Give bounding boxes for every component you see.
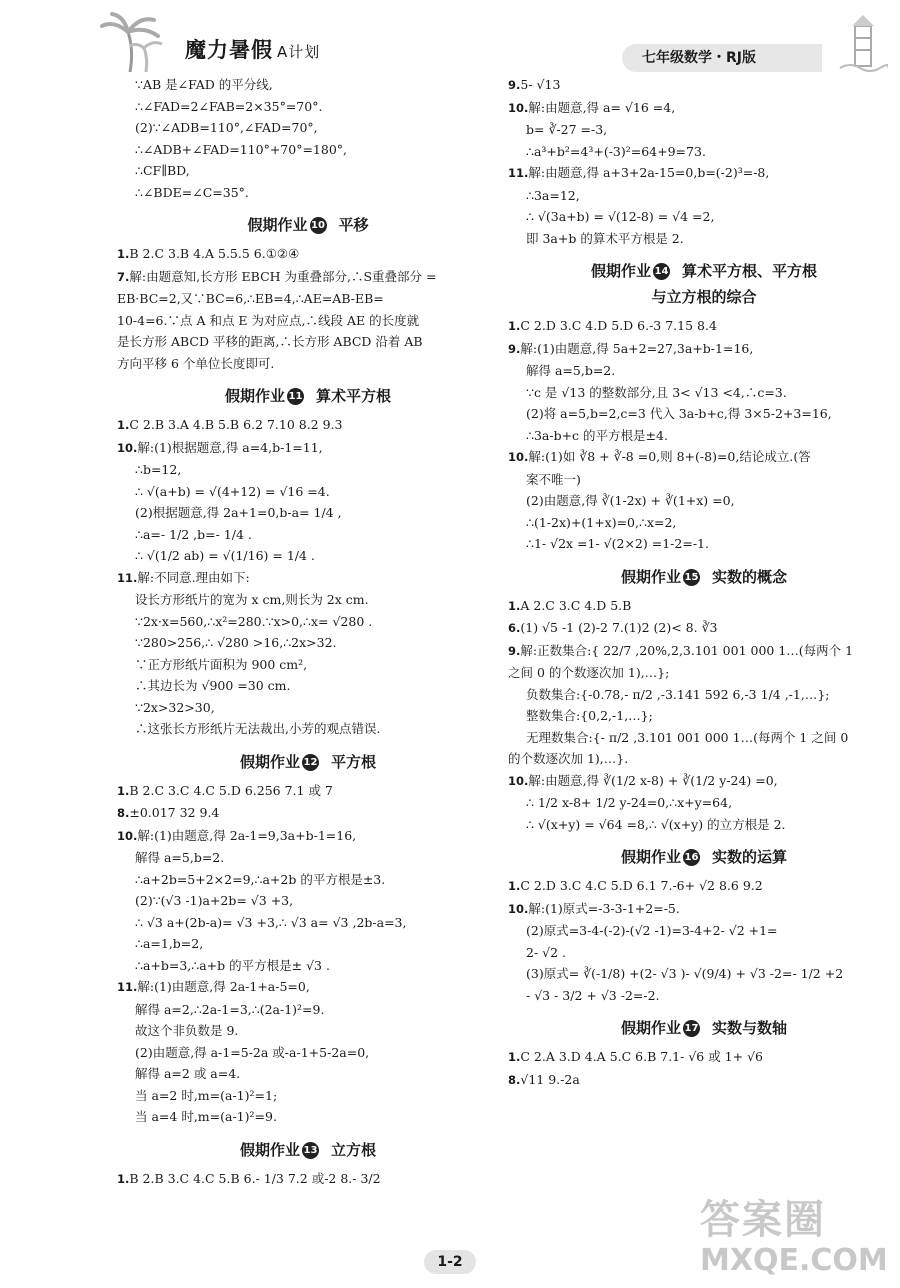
question-number: 1. xyxy=(117,783,130,798)
answer-line xyxy=(117,1085,499,1107)
answer-text: ∴a+b=3,∴a+b 的平方根是± √3 . xyxy=(135,957,330,973)
answer-line xyxy=(117,567,499,590)
answer-line xyxy=(508,228,900,250)
answer-text: 之间 0 的个数逐次加 1),…}; xyxy=(508,665,670,680)
answer-line xyxy=(508,315,900,338)
answer-line xyxy=(508,963,900,985)
brand-subtitle: A计划 xyxy=(277,43,321,61)
question-number: 1. xyxy=(117,247,130,261)
answer-line xyxy=(508,360,900,382)
answer-text: ∴a+2b=5+2×2=9,∴a+2b 的平方根是±3. xyxy=(135,871,386,887)
answer-text: 解得 a=2,∴2a-1=3,∴(2a-1)²=9. xyxy=(135,1001,325,1017)
answer-text: b= ∛-27 =-3, xyxy=(526,122,608,137)
answer-line xyxy=(117,1020,499,1042)
answer-text: 解:不同意.理由如下: xyxy=(137,569,250,585)
question-number: 9. xyxy=(508,78,521,92)
answer-line xyxy=(117,890,499,912)
answer-text: 无理数集合:{- π/2 ,3.101 001 000 1…(每两个 1 之间 0 xyxy=(526,729,849,745)
answer-line xyxy=(117,1063,499,1085)
question-number: 11. xyxy=(117,570,138,585)
brand-title: 魔力暑假 A计划 xyxy=(185,38,321,62)
page-number: 1-2 xyxy=(424,1250,476,1274)
answer-text: (2)由题意,得 ∛(1-2x) + ∛(1+x) =0, xyxy=(526,493,735,508)
answer-text: ∴b=12, xyxy=(135,462,182,477)
answer-text: 5- √13 xyxy=(520,77,561,92)
answer-line xyxy=(508,338,900,361)
section-heading: 假期作业 15 实数的概念 xyxy=(620,567,788,586)
question-number: 7. xyxy=(117,269,130,284)
question-number: 1. xyxy=(508,598,521,613)
section-heading: 假期作业 12 平方根 xyxy=(239,752,377,771)
answer-text: C 2.A 3.D 4.A 5.C 6.B 7.1- √6 或 1+ √6 xyxy=(520,1049,763,1064)
answer-line xyxy=(508,617,900,640)
answer-line xyxy=(117,481,499,503)
answer-line xyxy=(117,718,499,740)
answer-line xyxy=(117,697,499,719)
answer-line xyxy=(117,266,499,289)
answer-line xyxy=(117,869,499,891)
answer-text: C 2.D 3.C 4.C 5.D 6.1 7.-6+ √2 8.6 9.2 xyxy=(520,878,763,893)
answer-line xyxy=(508,727,900,749)
question-number: 1. xyxy=(508,879,521,893)
answer-text: - √3 - 3/2 + √3 -2=-2. xyxy=(526,987,660,1003)
answer-line xyxy=(508,533,900,555)
answer-text: 解得 a=2 或 a=4. xyxy=(135,1066,241,1081)
question-number: 10. xyxy=(508,100,529,115)
answer-text: (2)原式=3-4-(-2)-(√2 -1)=3-4+2- √2 +1= xyxy=(526,923,778,938)
answer-line xyxy=(508,684,900,706)
answer-line xyxy=(117,955,499,977)
section-heading: 假期作业 14 算术平方根、平方根 xyxy=(590,262,818,280)
answer-line xyxy=(117,310,499,332)
answer-line xyxy=(117,780,499,803)
answer-text: 解:(1)由题意,得 5a+2=27,3a+b-1=16, xyxy=(520,340,754,356)
palm-tree-icon xyxy=(100,12,170,74)
question-number: 11. xyxy=(117,980,138,994)
answer-line xyxy=(508,446,900,469)
answer-line xyxy=(508,490,900,512)
answer-line xyxy=(117,825,499,848)
answer-text: ∴∠BDE=∠C=35°. xyxy=(135,184,249,200)
answer-text: C 2.B 3.A 4.B 5.B 6.2 7.10 8.2 9.3 xyxy=(129,417,343,432)
answer-line xyxy=(117,632,499,654)
answer-line xyxy=(508,74,900,97)
lighthouse-icon xyxy=(838,12,888,74)
answer-line xyxy=(508,595,900,618)
answer-text: ∴ √(1/2 ab) = √(1/16) = 1/4 . xyxy=(135,548,315,563)
grade-tag: 七年级数学・RJ版 xyxy=(622,44,822,72)
answer-line xyxy=(117,589,499,611)
watermark-url: MXQE.COM xyxy=(700,1243,888,1278)
answer-line xyxy=(508,898,900,921)
answer-line xyxy=(508,662,900,684)
answer-text: ∴1- √2x =1- √(2×2) =1-2=-1. xyxy=(526,536,709,551)
answer-text: 案不唯一) xyxy=(526,471,581,487)
answer-text: 解得 a=5,b=2. xyxy=(526,363,616,378)
answer-line xyxy=(508,875,900,898)
answer-line xyxy=(117,999,499,1021)
answer-text: B 2.C 3.C 4.C 5.D 6.256 7.1 或 7 xyxy=(129,782,333,798)
answer-line xyxy=(117,117,499,139)
answer-line xyxy=(117,331,499,353)
answer-line xyxy=(508,382,900,404)
answer-line xyxy=(508,1069,900,1092)
answer-text: A 2.C 3.C 4.D 5.B xyxy=(520,597,632,613)
answer-text: 解:由题意,得 ∛(1/2 x-8) + ∛(1/2 y-24) =0, xyxy=(528,772,778,788)
lesson-number-badge: 17 xyxy=(683,1020,700,1037)
answer-text: 解:由题意知,长方形 EBCH 为重叠部分,∴S重叠部分 = xyxy=(129,268,437,284)
lesson-number-badge: 10 xyxy=(310,217,327,234)
answer-line xyxy=(117,1106,499,1128)
answer-line xyxy=(508,403,900,425)
answer-text: 故这个非负数是 9. xyxy=(135,1023,239,1038)
question-number: 10. xyxy=(508,773,529,788)
question-number: 1. xyxy=(508,1050,521,1064)
answer-line xyxy=(117,414,499,437)
answer-text: 解:(1)根据题意,得 a=4,b-1=11, xyxy=(137,439,323,455)
answer-line xyxy=(508,792,900,814)
answer-text: 解:(1)原式=-3-3-1+2=-5. xyxy=(528,900,680,916)
answer-line xyxy=(508,770,900,793)
watermark xyxy=(700,1196,890,1286)
answer-text: ∵AB 是∠FAD 的平分线, xyxy=(135,77,273,92)
answer-line xyxy=(117,611,499,633)
answer-line xyxy=(117,1168,499,1191)
answer-text: ∵2x·x=560,∴x²=280.∵x>0,∴x= √280 . xyxy=(135,613,373,629)
answer-text: 解得 a=5,b=2. xyxy=(135,850,225,865)
answer-text: 2- √2 . xyxy=(526,944,567,960)
answer-line xyxy=(117,654,499,676)
answer-text: ∴a³+b²=4³+(-3)²=64+9=73. xyxy=(526,143,706,159)
answer-text: 解:由题意,得 a= √16 =4, xyxy=(528,99,676,115)
answer-line xyxy=(117,524,499,546)
answer-line xyxy=(508,512,900,534)
section-heading: 假期作业 10 平移 xyxy=(247,216,369,234)
answer-line xyxy=(117,243,499,266)
answer-line xyxy=(117,182,499,204)
answer-text: 即 3a+b 的算术平方根是 2. xyxy=(526,230,684,246)
answer-line xyxy=(117,675,499,697)
question-number: 9. xyxy=(508,643,521,658)
answer-line xyxy=(117,847,499,869)
answer-line xyxy=(117,802,499,825)
answer-line xyxy=(508,748,900,770)
answer-text: ∴∠ADB+∠FAD=110°+70°=180°, xyxy=(135,141,348,157)
answer-line xyxy=(117,437,499,460)
question-number: 8. xyxy=(508,1072,521,1087)
question-number: 10. xyxy=(117,440,138,455)
answer-text: ∴其边长为 √900 =30 cm. xyxy=(135,678,291,693)
answer-line xyxy=(508,942,900,964)
question-number: 10. xyxy=(508,450,529,464)
lesson-number-badge: 16 xyxy=(683,849,700,866)
answer-text: ∴ √(3a+b) = √(12-8) = √4 =2, xyxy=(526,209,715,224)
question-number: 1. xyxy=(117,1171,130,1186)
answer-line xyxy=(508,97,900,120)
answer-text: ∴3a-b+c 的平方根是±4. xyxy=(526,427,668,443)
question-number: 1. xyxy=(508,319,521,333)
lesson-number-badge: 15 xyxy=(683,569,700,586)
answer-text: (3)原式= ∛(-1/8) +(2- √3 )- √(9/4) + √3 -2=- 1/2 +2 xyxy=(526,966,844,981)
lesson-number-badge: 12 xyxy=(302,754,319,771)
answer-text: ∴(1-2x)+(1+x)=0,∴x=2, xyxy=(526,514,677,530)
answer-text: EB·BC=2,又∵BC=6,∴EB=4,∴AE=AB-EB= xyxy=(117,291,384,306)
answer-text: ∵2x>32>30, xyxy=(135,699,215,715)
answer-line xyxy=(117,933,499,955)
answer-text: (2)∵(√3 -1)a+2b= √3 +3, xyxy=(135,893,294,908)
answer-line xyxy=(508,185,900,207)
answer-text: ∴a=- 1/2 ,b=- 1/4 . xyxy=(135,526,252,542)
answer-line xyxy=(508,162,900,185)
answer-line xyxy=(117,288,499,310)
answer-text: 方向平移 6 个单位长度即可. xyxy=(117,355,275,371)
answer-line xyxy=(508,920,900,942)
answer-text: ∴ √(a+b) = √(4+12) = √16 =4. xyxy=(135,483,330,499)
answer-line xyxy=(117,459,499,481)
answer-text: 设长方形纸片的宽为 x cm,则长为 2x cm. xyxy=(135,592,369,607)
question-number: 10. xyxy=(508,901,529,916)
answer-line xyxy=(117,160,499,182)
page-header xyxy=(0,0,900,78)
answer-text: 解:(1)由题意,得 2a-1+a-5=0, xyxy=(137,979,310,994)
question-number: 11. xyxy=(508,166,529,180)
answer-text: 解:(1)由题意,得 2a-1=9,3a+b-1=16, xyxy=(137,827,357,843)
question-number: 8. xyxy=(117,806,130,820)
answer-text: ∵c 是 √13 的整数部分,且 3< √13 <4,∴c=3. xyxy=(526,384,787,400)
answer-text: B 2.B 3.C 4.C 5.B 6.- 1/3 7.2 或-2 8.- 3/2 xyxy=(129,1170,381,1186)
answer-text: 解:(1)如 ∛8 + ∛-8 =0,则 8+(-8)=0,结论成立.(答 xyxy=(528,449,811,464)
section-heading-continued: 与立方根的综合 xyxy=(651,288,757,306)
question-number: 1. xyxy=(117,418,130,432)
answer-line xyxy=(508,141,900,163)
answer-line xyxy=(508,814,900,836)
answer-text: 的个数逐次加 1),…}. xyxy=(508,751,629,766)
answer-line xyxy=(508,705,900,727)
left-column xyxy=(117,74,499,1190)
answer-text: ∴ √(x+y) = √64 =8,∴ √(x+y) 的立方根是 2. xyxy=(526,816,786,832)
answer-line xyxy=(117,1042,499,1064)
answer-text: √11 9.-2a xyxy=(520,1071,580,1087)
answer-line xyxy=(117,912,499,934)
answer-text: ∵280>256,∴ √280 >16,∴2x>32. xyxy=(135,635,337,650)
lesson-number-badge: 11 xyxy=(287,388,304,405)
answer-text: C 2.D 3.C 4.D 5.D 6.-3 7.15 8.4 xyxy=(520,318,717,333)
answer-text: ∴∠FAD=2∠FAB=2×35°=70°. xyxy=(135,98,323,114)
right-column xyxy=(508,74,900,1091)
answer-text: (1) √5 -1 (2)-2 7.(1)2 (2)< 8. ∛3 xyxy=(520,620,718,635)
answer-line xyxy=(508,425,900,447)
answer-text: (2)由题意,得 a-1=5-2a 或-a-1+5-2a=0, xyxy=(135,1044,370,1060)
answer-line xyxy=(117,976,499,999)
answer-text: 当 a=4 时,m=(a-1)²=9. xyxy=(135,1109,277,1124)
question-number: 6. xyxy=(508,621,521,635)
answer-text: ±0.017 32 9.4 xyxy=(129,805,220,820)
section-heading: 假期作业 16 实数的运算 xyxy=(620,848,788,866)
answer-line xyxy=(117,502,499,524)
answer-text: ∴这张长方形纸片无法裁出,小芳的观点错误. xyxy=(135,721,381,736)
answer-text: (2)∵∠ADB=110°,∠FAD=70°, xyxy=(135,120,318,135)
answer-line xyxy=(117,139,499,161)
answer-line xyxy=(117,545,499,567)
answer-text: B 2.C 3.B 4.A 5.5.5 6.①②④ xyxy=(129,246,300,261)
watermark-text: 答案圈 xyxy=(700,1197,826,1243)
answer-text: 解:正数集合:{ 22/7 ,20%,2,3.101 001 000 1…(每两个 1 xyxy=(520,642,854,658)
question-number: 10. xyxy=(117,828,138,843)
answer-line xyxy=(508,119,900,141)
answer-text: ∴3a=12, xyxy=(526,187,580,203)
lesson-number-badge: 14 xyxy=(653,263,670,280)
answer-text: ∴ √3 a+(2b-a)= √3 +3,∴ √3 a= √3 ,2b-a=3, xyxy=(135,914,407,930)
section-heading: 假期作业 17 实数与数轴 xyxy=(620,1019,788,1037)
answer-line xyxy=(117,74,499,96)
answer-text: 整数集合:{0,2,-1,…}; xyxy=(526,708,653,723)
answer-line xyxy=(117,353,499,375)
answer-text: 负数集合:{-0.78,- π/2 ,-3.141 592 6,-3 1/4 ,-1,…}; xyxy=(526,686,830,702)
section-heading: 假期作业 11 算术平方根 xyxy=(224,387,392,405)
answer-text: ∴CF∥BD, xyxy=(135,163,190,178)
answer-line xyxy=(508,469,900,491)
answer-line xyxy=(508,640,900,663)
answer-text: (2)根据题意,得 2a+1=0,b-a= 1/4 , xyxy=(135,505,342,520)
answer-text: 当 a=2 时,m=(a-1)²=1; xyxy=(135,1087,278,1103)
answer-line xyxy=(117,96,499,118)
question-number: 9. xyxy=(508,341,521,356)
answer-line xyxy=(508,1046,900,1069)
answer-text: ∴ 1/2 x-8+ 1/2 y-24=0,∴x+y=64, xyxy=(526,795,733,810)
answer-text: (2)将 a=5,b=2,c=3 代入 3a-b+c,得 3×5-2+3=16, xyxy=(526,406,832,421)
answer-text: 解:由题意,得 a+3+2a-15=0,b=(-2)³=-8, xyxy=(528,165,770,180)
answer-line xyxy=(508,206,900,228)
section-heading: 假期作业 13 立方根 xyxy=(239,1140,377,1159)
answer-text: 10-4=6.∵点 A 和点 E 为对应点,∴线段 AE 的长度就 xyxy=(117,312,420,328)
answer-line xyxy=(508,985,900,1007)
answer-text: ∴a=1,b=2, xyxy=(135,936,204,951)
lesson-number-badge: 13 xyxy=(302,1142,319,1159)
answer-text: 是长方形 ABCD 平移的距离,∴长方形 ABCD 沿着 AB xyxy=(117,334,423,349)
answer-text: ∵正方形纸片面积为 900 cm², xyxy=(135,656,308,672)
